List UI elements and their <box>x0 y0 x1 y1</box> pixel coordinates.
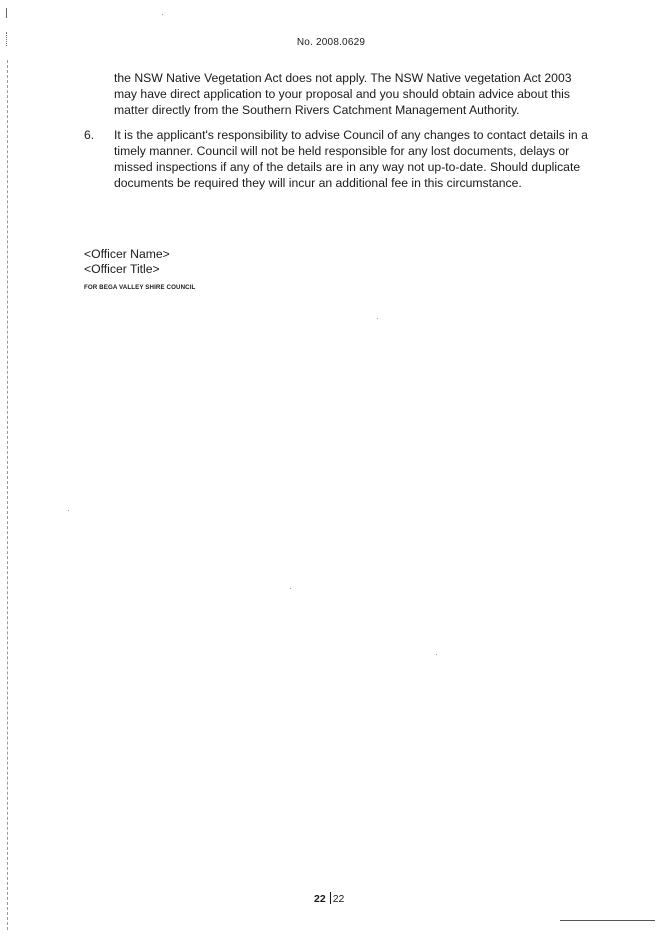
scan-artifact-mark <box>6 8 7 18</box>
scan-speck <box>377 318 378 319</box>
council-name: FOR BEGA VALLEY SHIRE COUNCIL <box>84 284 196 291</box>
scan-speck <box>290 588 291 589</box>
footer-rule <box>560 920 655 921</box>
signature-block <box>84 247 195 295</box>
scan-speck <box>436 654 437 655</box>
condition-item-text: It is the applicant's responsibility to advise Council of any changes to contact details in a timely manner. Council will not be held responsible for any lost documents, delays or missed inspections if any of the details are in any way not up-to-date. Should duplicate documents be required they will incur an additional fee in this circumstance. <box>114 128 588 190</box>
scan-artifact-edge <box>7 60 8 930</box>
continued-paragraph: the NSW Native Vegetation Act does not apply. The NSW Native vegetation Act 2003 may have direct application to your proposal and you should obtain advice about this matter directly from the Southern Rivers Catchment Management Authority. <box>114 71 572 117</box>
page-number-total: 22 <box>332 893 345 905</box>
page-number-separator <box>330 892 331 904</box>
scan-speck <box>162 14 163 15</box>
officer-title: <Officer Title> <box>84 262 160 276</box>
page-number <box>314 892 344 905</box>
page-number-current: 22 <box>314 893 326 905</box>
officer-name: <Officer Name> <box>84 247 170 261</box>
condition-item-number: 6. <box>84 128 95 142</box>
scan-speck <box>68 510 69 511</box>
document-reference-number: No. 2008.0629 <box>296 37 366 48</box>
